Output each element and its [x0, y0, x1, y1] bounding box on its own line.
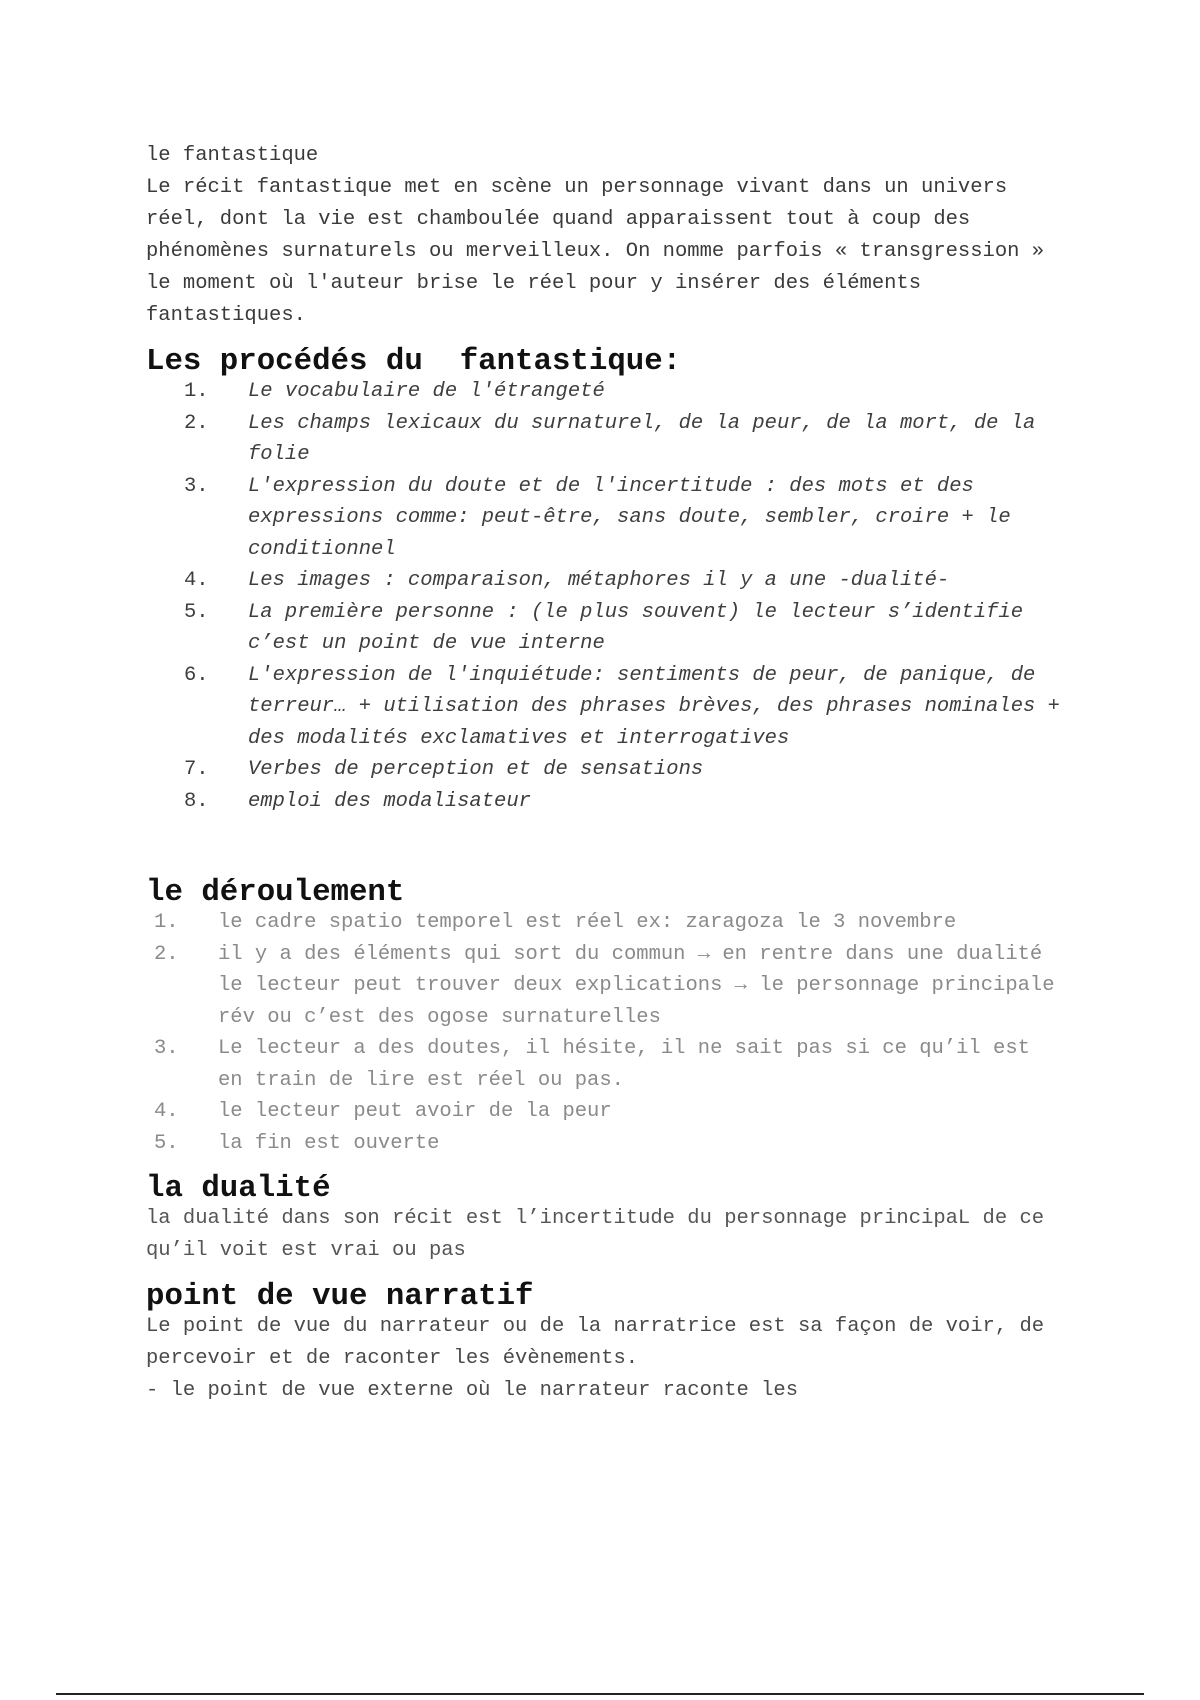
procedes-list — [146, 376, 1066, 817]
list-item: 1. Le vocabulaire de l'étrangeté — [184, 380, 605, 403]
list-item: 5. La première personne : (le plus souvent) le lecteur s’identifie c’est un point de vue interne — [184, 600, 1024, 655]
intro-title: le fantastique — [146, 144, 319, 167]
intro-paragraph: Le récit fantastique met en scène un personnage vivant dans un univers réel, dont la vie est chamboulée quand apparaissent tout à coup des phénomènes surnaturels ou merveilleux. On nomme parfois « transgression » le moment où l'auteur brise le réel pour y insérer des éléments fantastiques. — [146, 176, 1057, 327]
document-page — [146, 140, 1066, 1407]
list-item: 8. emploi des modalisateur — [184, 789, 531, 813]
list-item: 4. Les images : comparaison, métaphores il y a une -dualité- — [184, 569, 950, 592]
dualite-paragraph: la dualité dans son récit est l’incertitude du personnage principaL de ce qu’il voit est vrai ou pas — [146, 1207, 1057, 1262]
list-item: 7. Verbes de perception et de sensations — [184, 758, 704, 781]
list-item: 2. il y a des éléments qui sort du commun → en rentre dans une dualité le lecteur peut trouver deux explications → le personnage principale rév ou c’est des ogose surnaturelles — [154, 942, 1055, 1029]
list-item: 6. L'expression de l'inquiétude: sentiments de peur, de panique, de terreur… + utilisation des phrases brèves, des phrases nominales + des modalités exclamatives et interrogatives — [184, 663, 1060, 750]
list-item: 4. le lecteur peut avoir de la peur — [154, 1100, 612, 1123]
point-de-vue-heading: point de vue narratif — [146, 1279, 534, 1314]
point-de-vue-externe-line: - le point de vue externe où le narrateur raconte les — [146, 1379, 799, 1402]
deroulement-heading: le déroulement — [146, 875, 405, 910]
procedes-heading: Les procédés du fantastique: — [146, 344, 682, 379]
list-item: 3. L'expression du doute et de l'incertitude : des mots et des expressions comme: peut-être, sans doute, sembler, croire + le conditionnel — [184, 474, 1011, 561]
list-item: 5. la fin est ouverte — [154, 1131, 440, 1155]
footer-divider — [56, 1693, 1144, 1695]
list-item: 1. le cadre spatio temporel est réel ex: zaragoza le 3 novembre — [154, 911, 957, 934]
point-de-vue-paragraph: Le point de vue du narrateur ou de la narratrice est sa façon de voir, de percevoir et de raconter les évènements. — [146, 1315, 1057, 1370]
list-item: 3. Le lecteur a des doutes, il hésite, il ne sait pas si ce qu’il est en train de lire est réel ou pas. — [154, 1037, 1030, 1092]
deroulement-list — [146, 907, 1066, 1159]
list-item: 2. Les champs lexicaux du surnaturel, de la peur, de la mort, de la folie — [184, 411, 1036, 466]
dualite-heading: la dualité — [146, 1171, 331, 1206]
